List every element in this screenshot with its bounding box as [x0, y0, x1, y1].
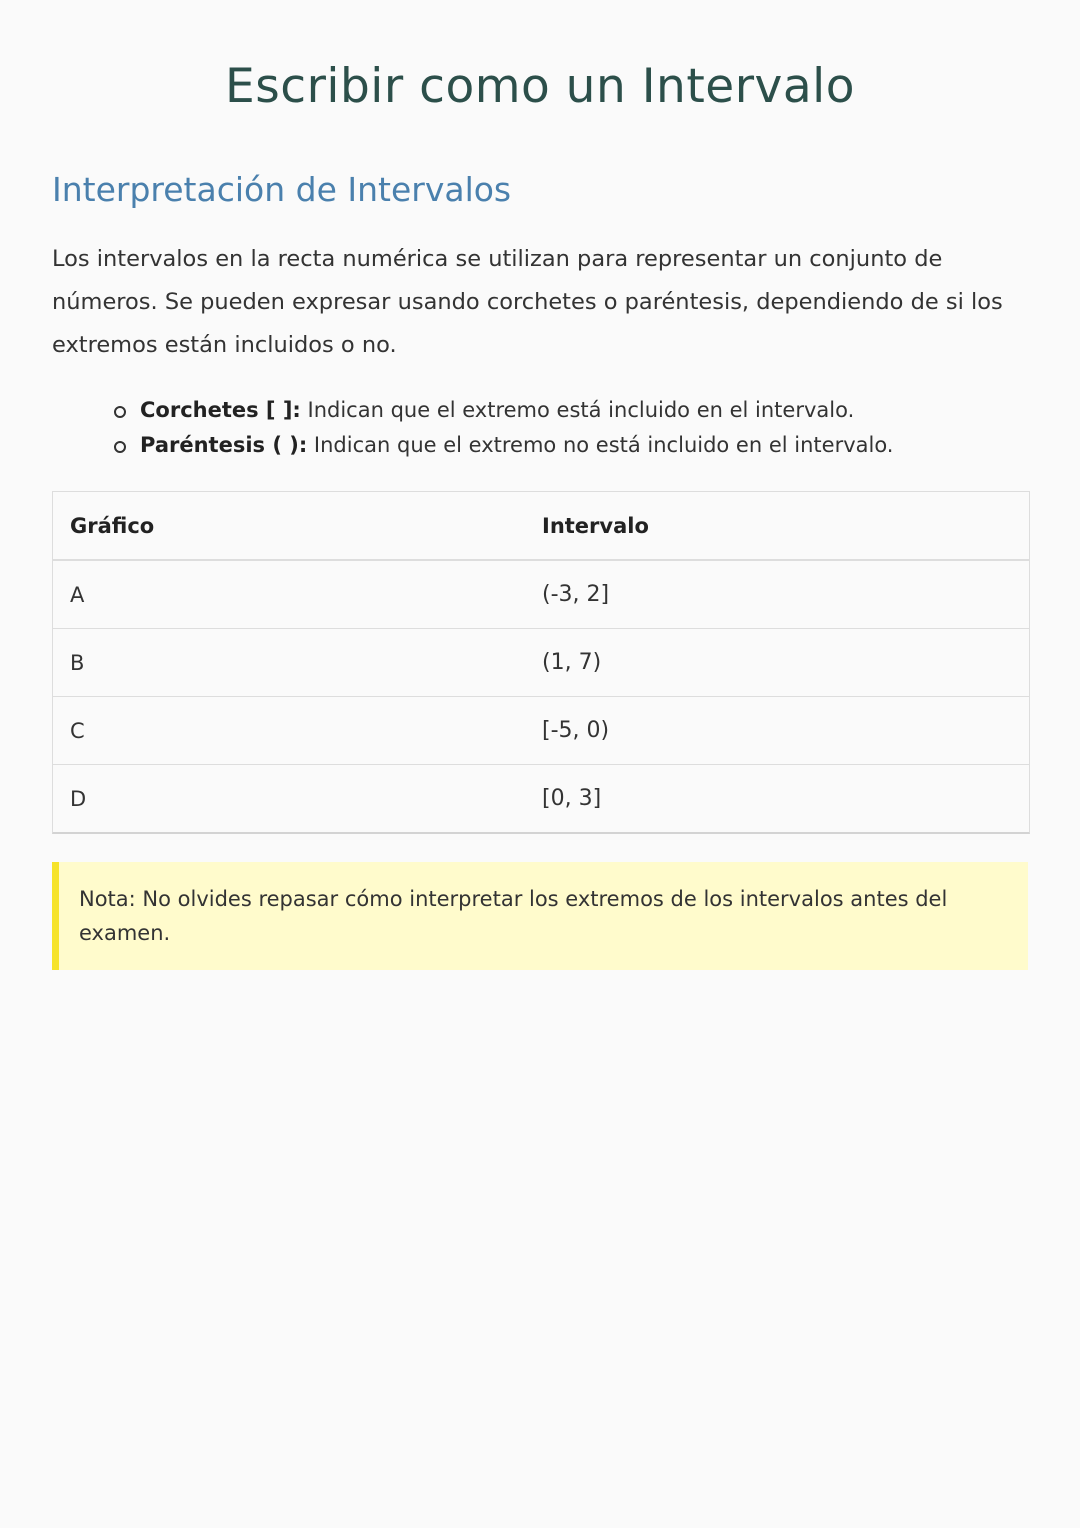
column-header-grafico: Gráfico — [53, 492, 525, 560]
table-row — [53, 629, 1029, 697]
table-cell-grafico: A — [53, 560, 525, 629]
circle-bullet-icon — [114, 441, 126, 453]
table-cell-intervalo: (1, 7) — [525, 629, 1029, 697]
column-header-intervalo: Intervalo — [525, 492, 1029, 560]
table-cell-intervalo: [-5, 0) — [525, 697, 1029, 765]
bullet-term: Paréntesis ( ): — [140, 433, 308, 457]
table-row — [53, 697, 1029, 765]
table-row — [53, 765, 1029, 833]
list-item — [114, 393, 1028, 428]
section-heading: Interpretación de Intervalos — [52, 170, 512, 209]
table-cell-grafico: D — [70, 786, 87, 811]
interval-table — [52, 491, 1030, 834]
intro-paragraph: Los intervalos en la recta numérica se utilizan para representar un conjunto de números. Se pueden expresar usando corchetes o paréntesis, dependiendo de si los extremos están incluidos o no. — [52, 246, 1003, 358]
table-cell-intervalo: [0, 3] — [542, 786, 602, 811]
bullet-list — [52, 393, 1028, 463]
note-callout: Nota: No olvides repasar cómo interpretar los extremos de los intervalos antes del examen. — [52, 862, 1028, 970]
table-header-row — [53, 492, 1029, 560]
table-cell-intervalo: (-3, 2] — [525, 560, 1029, 629]
table-cell-grafico: B — [53, 629, 525, 697]
circle-bullet-icon — [114, 406, 126, 418]
bullet-text: Indican que el extremo está incluido en el intervalo. — [300, 398, 855, 422]
list-item — [114, 428, 1028, 463]
bullet-term: Corchetes [ ]: — [140, 398, 301, 422]
table-cell-grafico: C — [53, 697, 525, 765]
page-title: Escribir como un Intervalo — [225, 59, 855, 114]
bullet-text: Indican que el extremo no está incluido en el intervalo. — [307, 433, 894, 457]
table-row — [53, 560, 1029, 629]
